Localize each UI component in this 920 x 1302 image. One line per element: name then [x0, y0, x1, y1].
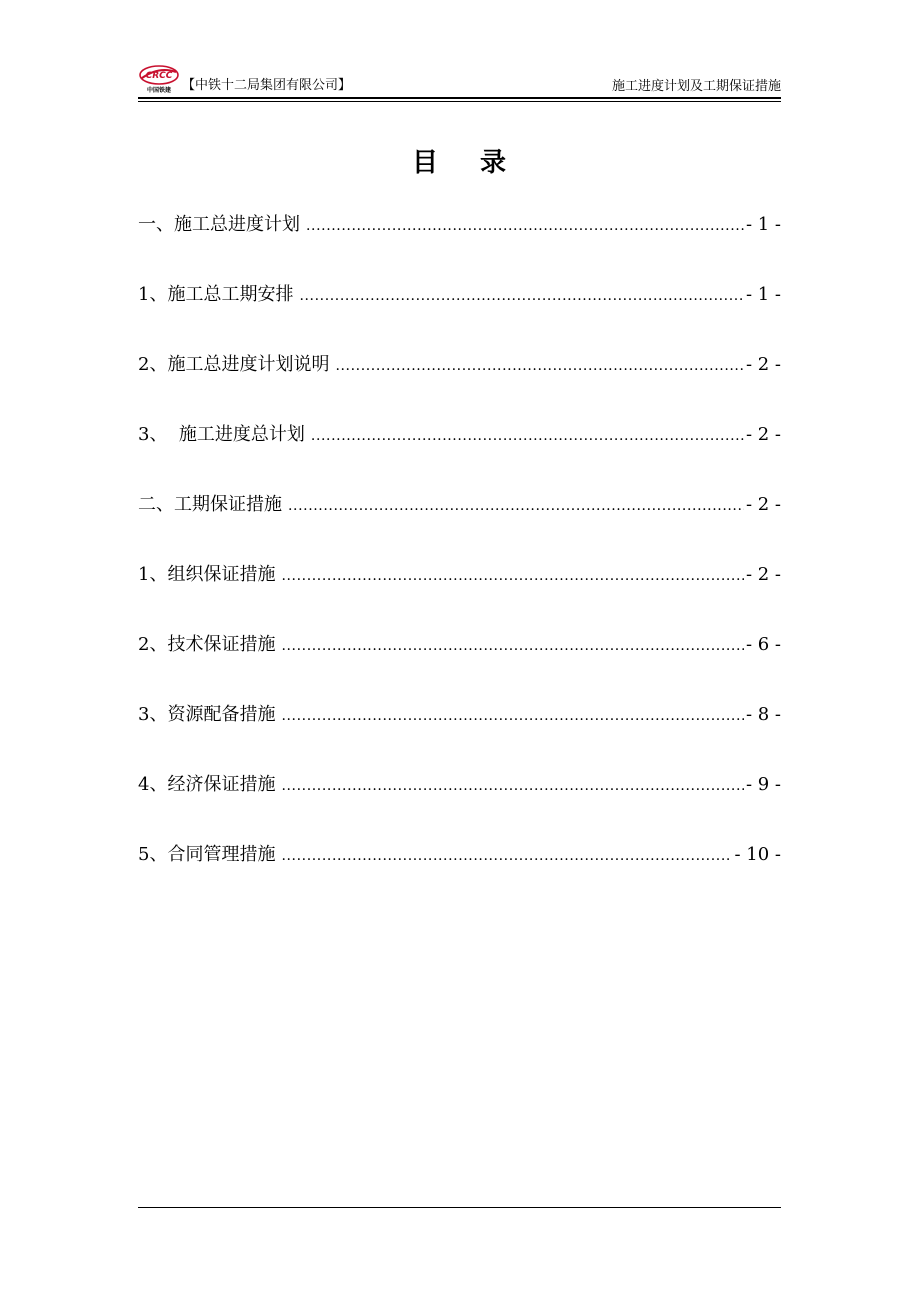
toc-leader-dots	[281, 631, 743, 661]
toc-leader-dots	[299, 281, 743, 311]
toc-entry-page: - 10 -	[734, 844, 781, 865]
company-name: 【中铁十二局集团有限公司】	[182, 78, 352, 93]
toc-entry-page: - 6 -	[745, 634, 781, 655]
toc-leader-dots	[281, 561, 743, 591]
toc-entry-page: - 1 -	[745, 214, 781, 235]
toc-title-char-1: 目	[411, 148, 440, 178]
toc-entry[interactable]	[138, 350, 781, 380]
toc-leader-dots	[281, 771, 743, 801]
toc-entry-label: 2、施工总进度计划说明	[138, 354, 330, 375]
toc-entry-label: 2、技术保证措施	[138, 634, 276, 655]
header-rule-thin	[138, 101, 781, 102]
toc-entry[interactable]	[138, 840, 781, 870]
toc-entry-page: - 2 -	[745, 494, 781, 515]
toc-entry-label: 一、施工总进度计划	[138, 214, 300, 235]
header-doc-title: 施工进度计划及工期保证措施	[611, 79, 781, 94]
footer-rule	[138, 1207, 781, 1208]
toc-entry[interactable]	[138, 630, 781, 660]
toc-entry-label: 3、 施工进度总计划	[138, 424, 305, 445]
toc-leader-dots	[335, 351, 743, 381]
toc-entry[interactable]	[138, 700, 781, 730]
toc-leader-dots	[288, 491, 744, 521]
toc-entry[interactable]	[138, 420, 781, 450]
toc-leader-dots	[306, 211, 744, 241]
toc-entry-page: - 2 -	[745, 564, 781, 585]
toc-entry-page: - 8 -	[745, 704, 781, 725]
toc-entry[interactable]	[138, 560, 781, 590]
toc-title-char-2: 录	[480, 148, 509, 178]
crcc-logo	[138, 64, 180, 94]
toc-leader-dots	[281, 701, 743, 731]
toc-entry[interactable]	[138, 490, 781, 520]
toc-entry-page: - 9 -	[745, 774, 781, 795]
header-rule-thick	[138, 97, 781, 99]
toc-leader-dots	[281, 841, 732, 871]
toc-entry-label: 4、经济保证措施	[138, 774, 276, 795]
toc-entry[interactable]	[138, 770, 781, 800]
toc-entry-page: - 2 -	[745, 424, 781, 445]
toc-entry-label: 1、组织保证措施	[138, 564, 276, 585]
toc-entry-page: - 2 -	[745, 354, 781, 375]
page-header	[138, 64, 781, 104]
logo-caption: 中国铁建	[146, 87, 172, 94]
toc-entry-page: - 1 -	[745, 284, 781, 305]
toc-entry-label: 5、合同管理措施	[138, 844, 276, 865]
toc-entry[interactable]	[138, 210, 781, 240]
toc-entry-label: 3、资源配备措施	[138, 704, 276, 725]
toc-leader-dots	[311, 421, 744, 451]
logo-text: CRCC	[145, 71, 173, 81]
toc-entry-label: 1、施工总工期安排	[138, 284, 294, 305]
toc-title	[0, 145, 920, 181]
toc-entry[interactable]	[138, 280, 781, 310]
toc-entry-label: 二、工期保证措施	[138, 494, 282, 515]
